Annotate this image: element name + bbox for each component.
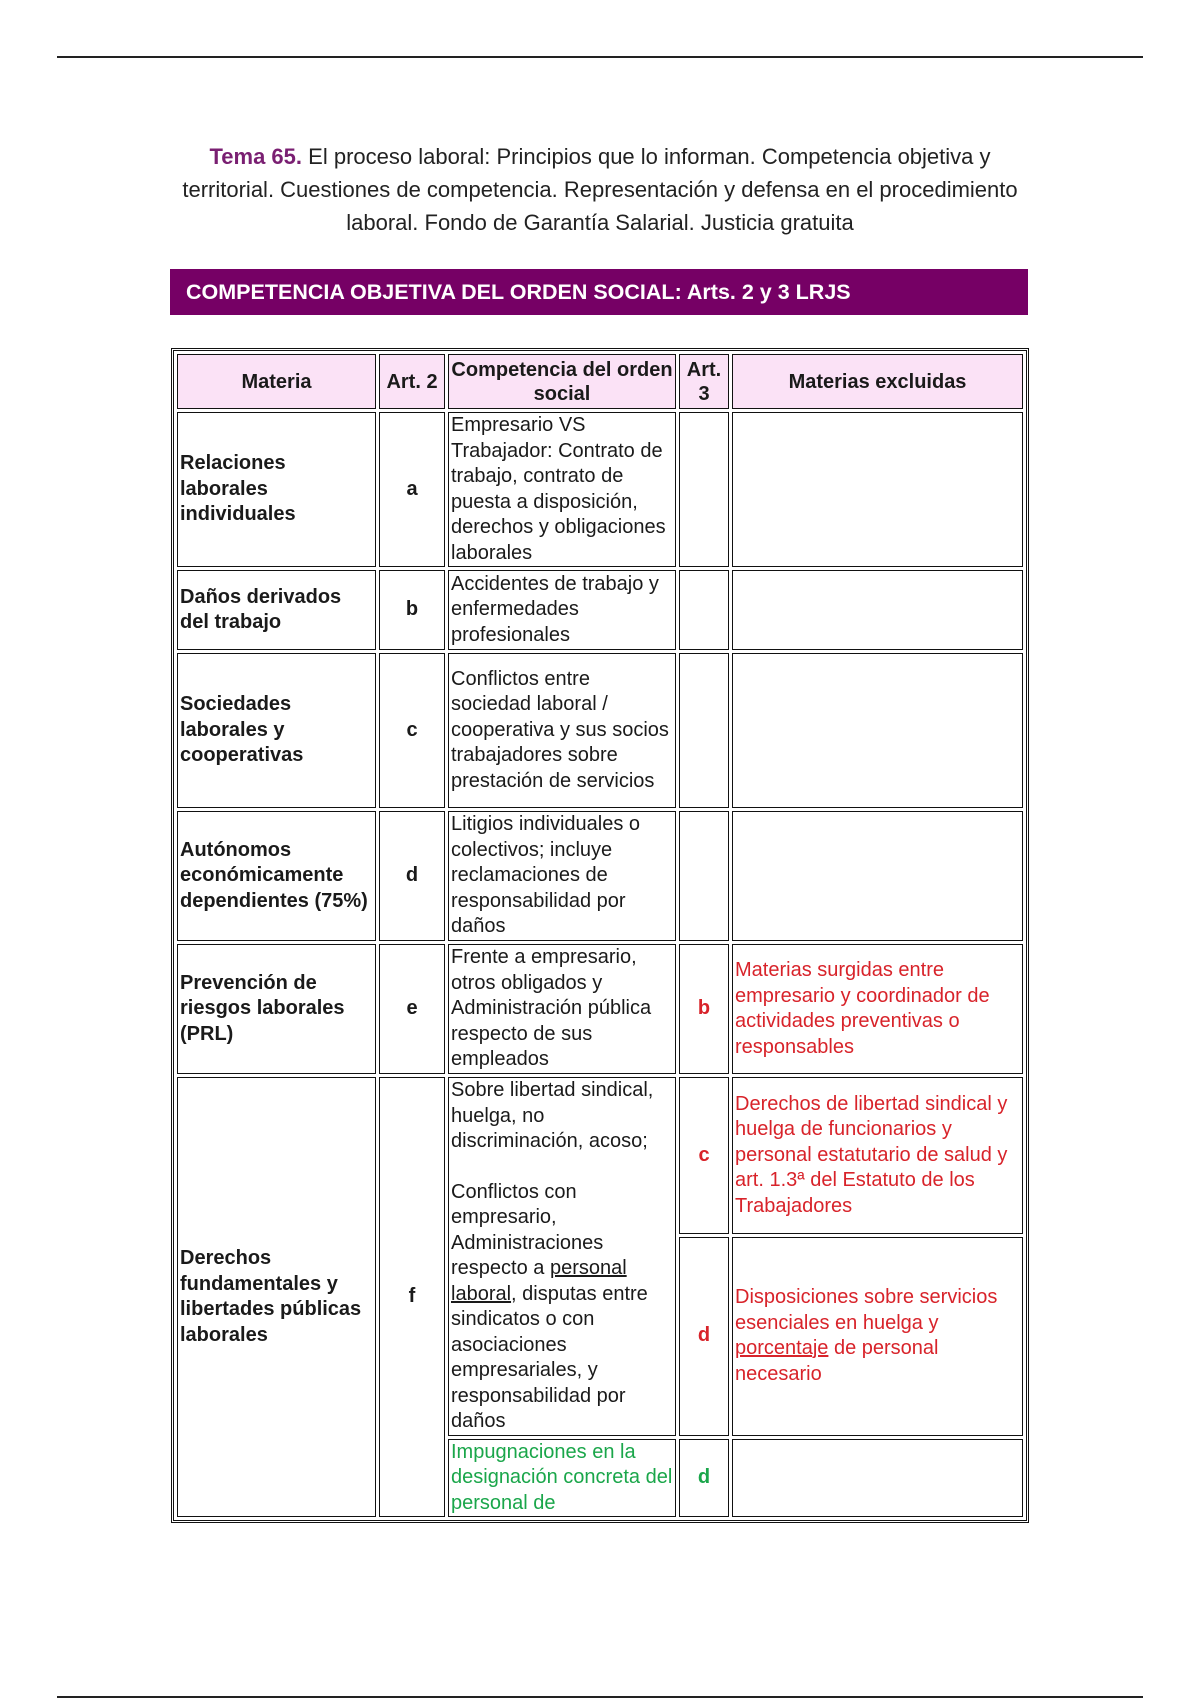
header-art3: Art. 3 [679, 354, 729, 409]
spacer [451, 1155, 673, 1180]
cell-art2: a [379, 412, 445, 567]
tema-text: El proceso laboral: Principios que lo informan. Competencia objetiva y territorial. Cuestiones de competencia. Representación y defensa en el procedimiento laboral. Fondo de Garantía Salarial. Justicia gratuita [182, 144, 1018, 235]
cell-art3 [679, 412, 729, 567]
cell-excluidas [732, 1237, 1023, 1436]
table-row [177, 811, 1023, 941]
cell-art2: b [379, 570, 445, 650]
table-row [177, 570, 1023, 650]
cell-excluidas: Materias surgidas entre empresario y coordinador de actividades preventivas o responsables [732, 944, 1023, 1074]
cell-competencia: Conflictos entre sociedad laboral / cooperativa y sus socios trabajadores sobre prestación de servicios [448, 653, 676, 808]
cell-art3: d [679, 1439, 729, 1518]
header-materia: Materia [177, 354, 376, 409]
table-row [177, 412, 1023, 567]
excluidas-underlined: porcentaje [735, 1337, 829, 1360]
table-row [177, 1077, 1023, 1234]
cell-art3: b [679, 944, 729, 1074]
cell-excluidas [732, 412, 1023, 567]
table-row [177, 653, 1023, 808]
top-rule [57, 56, 1143, 58]
cell-excluidas [732, 1439, 1023, 1518]
cell-art2: e [379, 944, 445, 1074]
excluidas-text: Disposiciones sobre servicios esenciales en huelga y [735, 1286, 998, 1334]
cell-art2: d [379, 811, 445, 941]
competencia-text-end: , disputas entre sindicatos o con asociaciones empresariales, y responsabilidad por daños [451, 1282, 648, 1432]
cell-competencia: Accidentes de trabajo y enfermedades profesionales [448, 570, 676, 650]
tema-label: Tema 65. [209, 144, 303, 169]
excluidas-text-end: de personal necesario [735, 1337, 939, 1385]
header-art2: Art. 2 [379, 354, 445, 409]
cell-art3: c [679, 1077, 729, 1234]
cell-excluidas [732, 653, 1023, 808]
table-header-row [177, 354, 1023, 409]
competencia-text: Conflictos con empresario, Administraciones respecto a [451, 1180, 604, 1279]
cell-art3 [679, 570, 729, 650]
cell-materia: Derechos fundamentales y libertades públicas laborales [177, 1077, 376, 1517]
header-excluidas: Materias excluidas [732, 354, 1023, 409]
cell-art3: d [679, 1237, 729, 1436]
table-row [177, 944, 1023, 1074]
bottom-rule [57, 1696, 1143, 1698]
cell-competencia: Frente a empresario, otros obligados y Administración pública respecto de sus empleados [448, 944, 676, 1074]
cell-art3 [679, 653, 729, 808]
cell-excluidas: Derechos de libertad sindical y huelga de funcionarios y personal estatutario de salud y art. 1.3ª del Estatuto de los Trabajadores [732, 1077, 1023, 1234]
cell-excluidas [732, 811, 1023, 941]
cell-art2: f [379, 1077, 445, 1517]
cell-materia: Daños derivados del trabajo [177, 570, 376, 650]
competencia-table [171, 348, 1029, 1523]
page-title [170, 140, 1030, 239]
cell-art2: c [379, 653, 445, 808]
cell-materia: Relaciones laborales individuales [177, 412, 376, 567]
cell-excluidas [732, 570, 1023, 650]
section-banner: COMPETENCIA OBJETIVA DEL ORDEN SOCIAL: Arts. 2 y 3 LRJS [170, 269, 1028, 315]
cell-art3 [679, 811, 729, 941]
cell-competencia [448, 1077, 676, 1436]
cell-competencia: Litigios individuales o colectivos; incluye reclamaciones de responsabilidad por daños [448, 811, 676, 941]
header-competencia: Competencia del orden social [448, 354, 676, 409]
cell-competencia: Impugnaciones en la designación concreta del personal de [448, 1439, 676, 1518]
cell-materia: Autónomos económicamente dependientes (75%) [177, 811, 376, 941]
cell-materia: Prevención de riesgos laborales (PRL) [177, 944, 376, 1074]
cell-competencia: Empresario VS Trabajador: Contrato de trabajo, contrato de puesta a disposición, derechos y obligaciones laborales [448, 412, 676, 567]
competencia-part-2 [451, 1180, 673, 1435]
cell-materia: Sociedades laborales y cooperativas [177, 653, 376, 808]
competencia-underlined: personal laboral [451, 1257, 627, 1305]
competencia-part-1: Sobre libertad sindical, huelga, no discriminación, acoso; [451, 1079, 654, 1152]
